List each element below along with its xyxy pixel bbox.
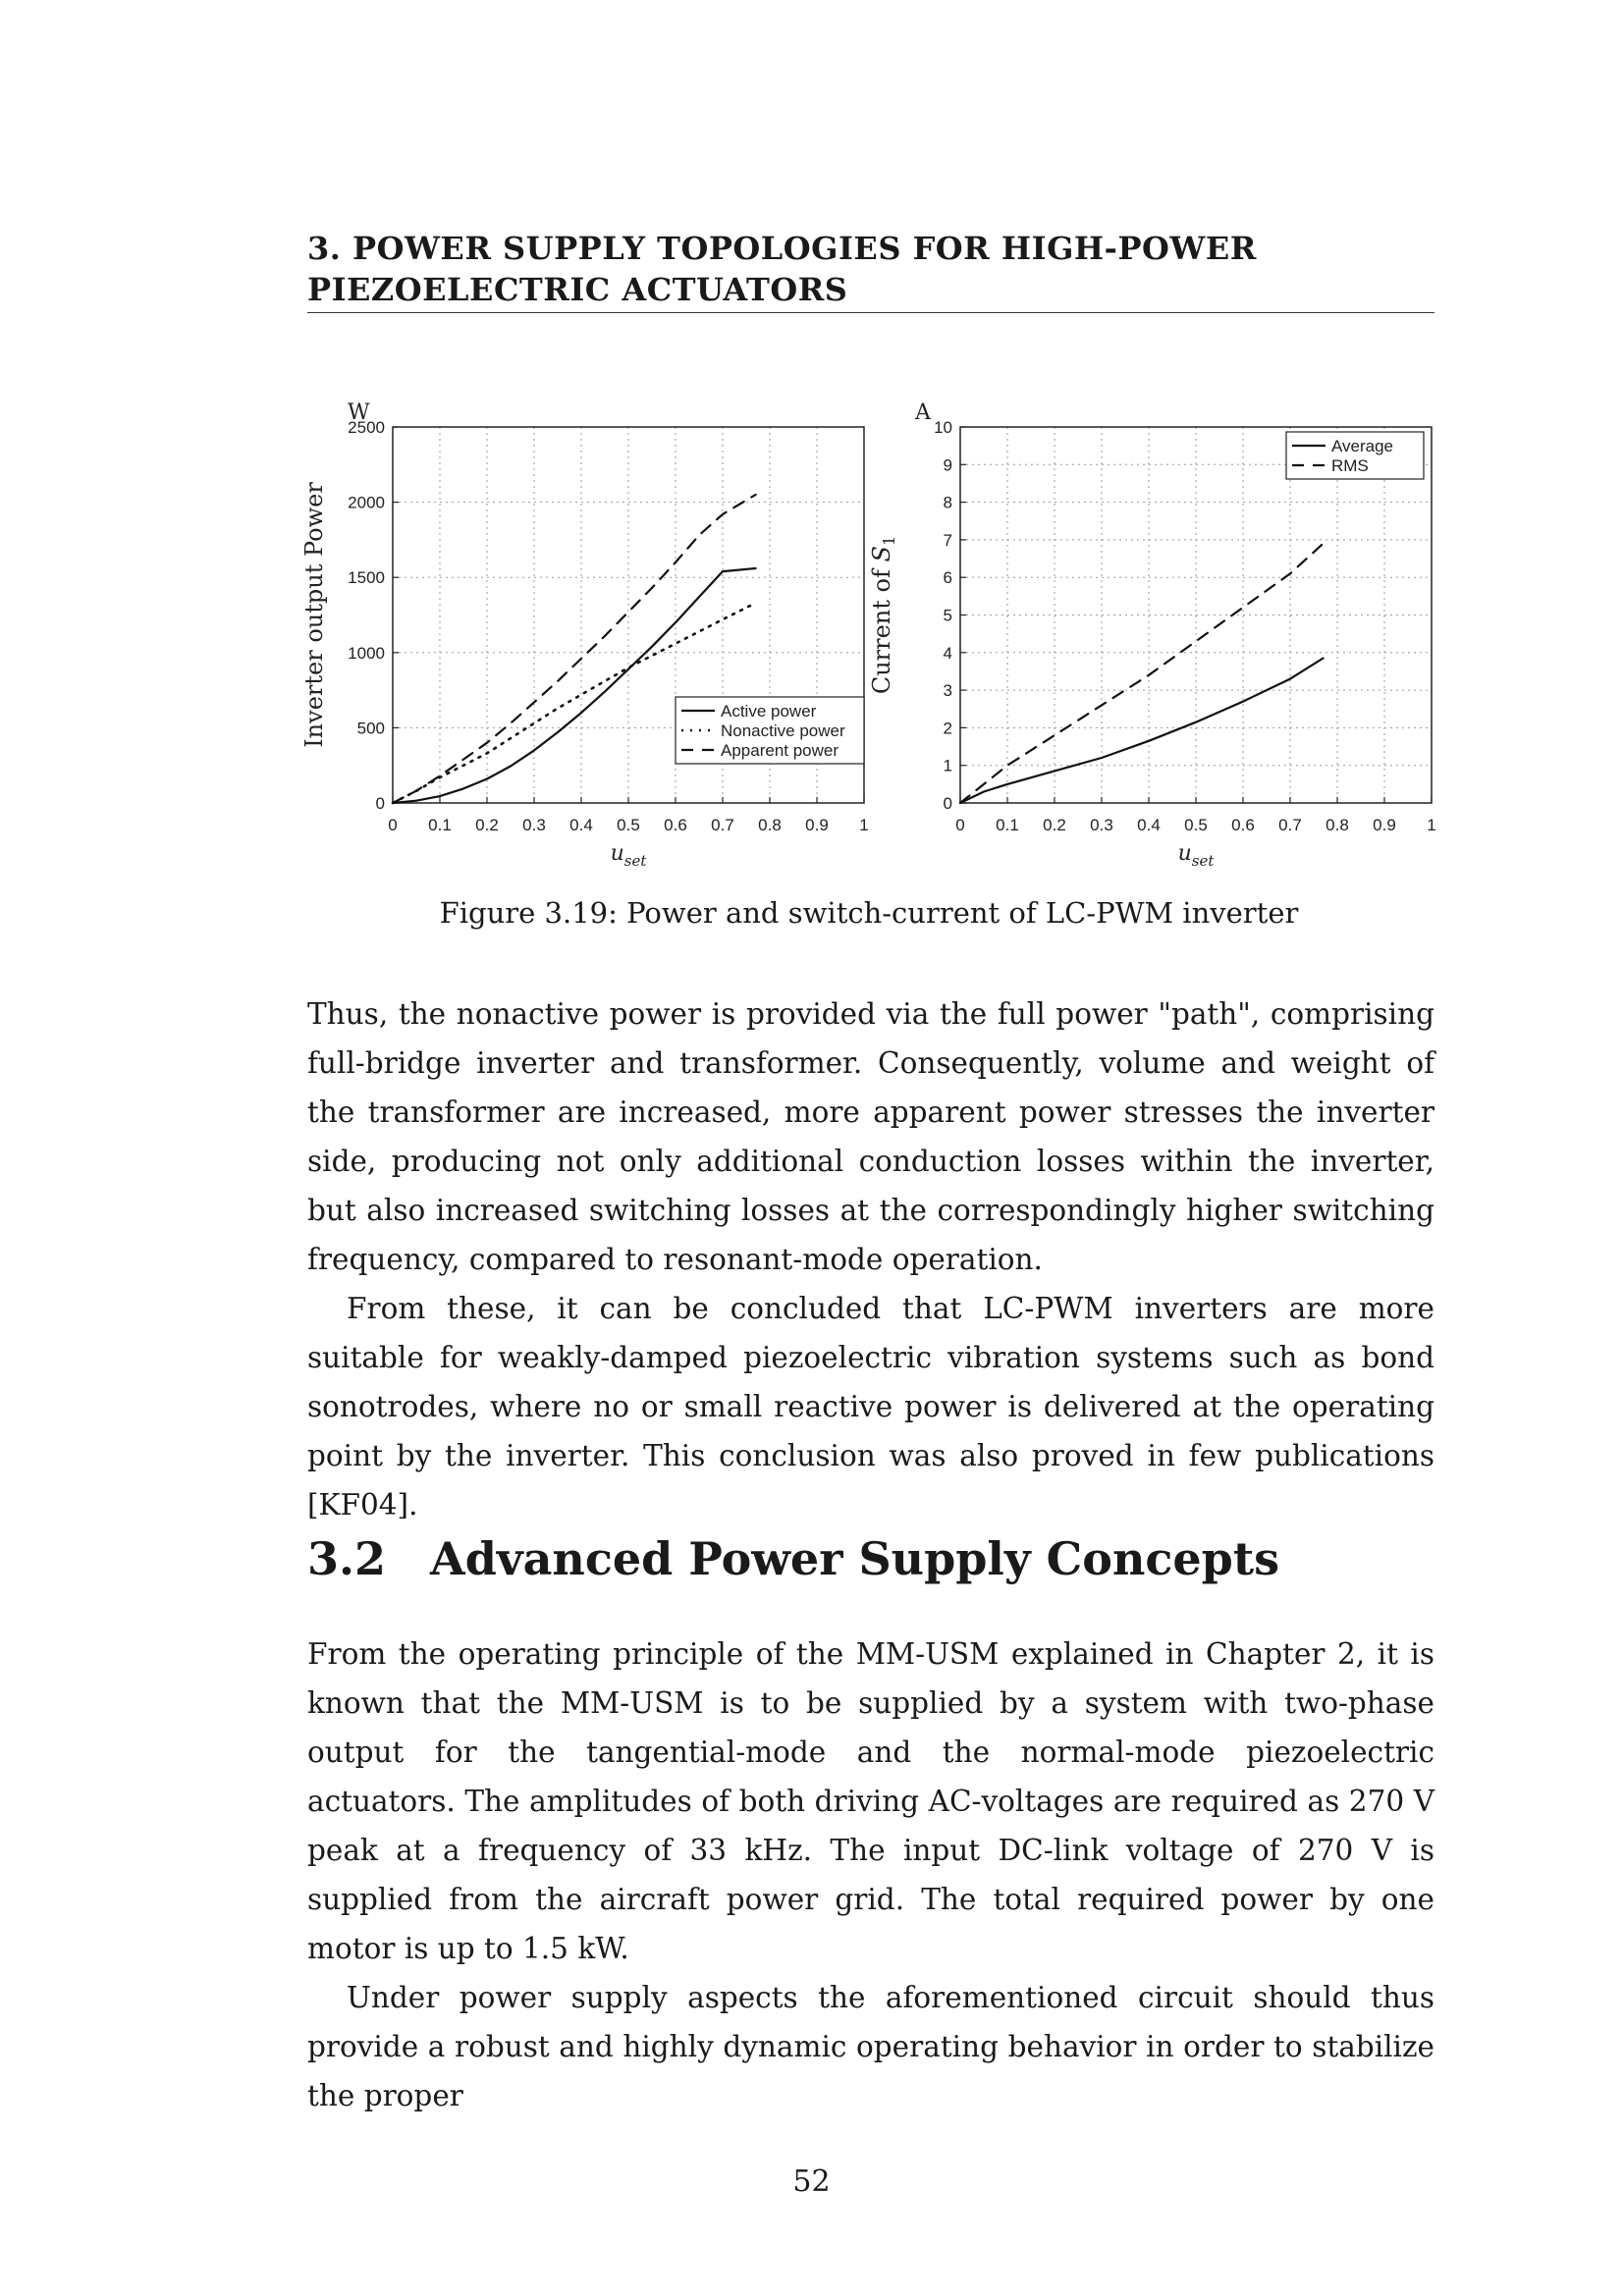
chart1-legend-label: Nonactive power [721, 721, 845, 740]
section-title: Advanced Power Supply Concepts [430, 1532, 1279, 1585]
chart2-unit-label: A [915, 400, 931, 425]
chart2-y-tick-label: 10 [934, 418, 952, 437]
chart2-x-tick-label: 0.3 [1090, 816, 1113, 834]
paragraph-4: Under power supply aspects the aforementioned circuit should thus provide a robust and highly dynamic operating behavior in order to stabilize the proper [307, 1981, 1434, 2112]
chart1-y-tick-label: 500 [356, 719, 385, 738]
chart1-y-tick-label: 2000 [348, 493, 385, 512]
chart2-y-tick-label: 2 [943, 719, 952, 738]
figure-caption: Figure 3.19: Power and switch-current of LC-PWM inverter [439, 896, 1299, 930]
paragraph-3: From the operating principle of the MM-USM explained in Chapter 2, it is known that the MM-USM is to be supplied by a system with two-phase output for the tangential-mode and the normal-mode piezoelectric actuators. The amplitudes of both driving AC-voltages are required as 270 V peak at a frequency of 33 kHz. The input DC-link voltage of 270 V is supplied from the aircraft power grid. The total required power by one motor is up to 1.5 kW. [307, 1637, 1434, 1965]
header-rule [307, 312, 1434, 313]
chart2-x-axis-label: $u_{set}$ [1177, 841, 1215, 869]
chart1-x-tick-label: 0.9 [805, 816, 829, 834]
chart1-x-axis-label: $u_{set}$ [610, 841, 647, 869]
paragraph-1: Thus, the nonactive power is provided via the full power "path", comprising full-bridge inverter and transformer. Consequently, volume and weight of the transformer are increased, more apparent power stresses the inverter side, producing not only additional conduction losses within the inverter, but also increased switching losses at the correspondingly higher switching frequency, compared to resonant-mode operation. [307, 997, 1434, 1276]
section-number: 3.2 [307, 1532, 387, 1585]
chart1-x-tick-label: 0.6 [664, 816, 687, 834]
chart2-legend-label: Average [1331, 437, 1394, 455]
chart2-y-tick-label: 7 [943, 530, 952, 550]
chart2-x-tick-label: 0.8 [1325, 816, 1349, 834]
page-number: 52 [792, 2164, 831, 2199]
chart1-y-tick-label: 1000 [348, 643, 385, 663]
body-text-lower [307, 1629, 1434, 2120]
chart2-y-tick-label: 3 [943, 681, 952, 701]
chart1-x-tick-label: 0.3 [522, 816, 546, 834]
chart2-y-tick-label: 0 [943, 794, 952, 813]
chart2-x-tick-label: 0.2 [1043, 816, 1066, 834]
chart2-y-tick-label: 8 [943, 493, 952, 512]
chart2-y-tick-label: 5 [943, 606, 952, 625]
chart1-x-tick-label: 0.8 [758, 816, 782, 834]
figure-3-19 [295, 378, 1443, 869]
chart2-legend-label: RMS [1331, 456, 1369, 475]
chart1-x-tick-label: 0.2 [475, 816, 499, 834]
running-header-line1: 3. POWER SUPPLY TOPOLOGIES FOR HIGH-POWER [307, 230, 1257, 267]
chart1-y-tick-label: 1500 [348, 568, 385, 588]
chart1-x-tick-label: 0.1 [428, 816, 452, 834]
chart2-x-tick-label: 0 [955, 816, 965, 834]
chart1-unit-label: W [348, 400, 370, 425]
chart2-x-tick-label: 0.5 [1184, 816, 1208, 834]
chart2-series-rms [960, 544, 1324, 803]
chart2-y-tick-label: 4 [943, 643, 952, 663]
chart2-y-tick-label: 6 [943, 568, 952, 588]
chart2-y-tick-label: 1 [943, 756, 952, 775]
section-heading [307, 1529, 1279, 1588]
chart2-y-axis-label: Current of $S_1$ [868, 535, 898, 695]
running-header-line2: PIEZOELECTRIC ACTUATORS [307, 271, 848, 308]
chart2-x-tick-label: 1 [1427, 816, 1436, 834]
chart1-x-tick-label: 0.5 [617, 816, 640, 834]
chart1-x-tick-label: 0 [388, 816, 398, 834]
chart1-y-tick-label: 0 [375, 794, 385, 813]
chart2-x-tick-label: 0.7 [1278, 816, 1302, 834]
figure-svg [295, 378, 1443, 869]
chart2-x-tick-label: 0.4 [1137, 816, 1161, 834]
chart1-legend-label: Active power [721, 702, 817, 721]
chart2-x-tick-label: 0.1 [996, 816, 1019, 834]
chart1-x-tick-label: 0.7 [711, 816, 734, 834]
running-header [307, 228, 1434, 310]
chart2-x-tick-label: 0.9 [1373, 816, 1396, 834]
chart1-x-tick-label: 0.4 [569, 816, 593, 834]
chart2-x-tick-label: 0.6 [1231, 816, 1255, 834]
chart1-y-axis-label: Inverter output Power [300, 482, 328, 748]
chart1-y-tick-label: 2500 [348, 418, 385, 437]
paragraph-2: From these, it can be concluded that LC-PWM inverters are more suitable for weakly-damped piezoelectric vibration systems such as bond sonotrodes, where no or small reactive power is delivered at the operating point by the inverter. This conclusion was also proved in few publications [KF04]. [307, 1292, 1434, 1522]
chart2-series-average [960, 659, 1324, 804]
chart2-y-tick-label: 9 [943, 455, 952, 475]
body-text-upper [307, 989, 1434, 1529]
chart1-legend-label: Apparent power [721, 741, 839, 760]
chart1-x-tick-label: 1 [859, 816, 869, 834]
chart1-series-active-power [393, 568, 756, 803]
